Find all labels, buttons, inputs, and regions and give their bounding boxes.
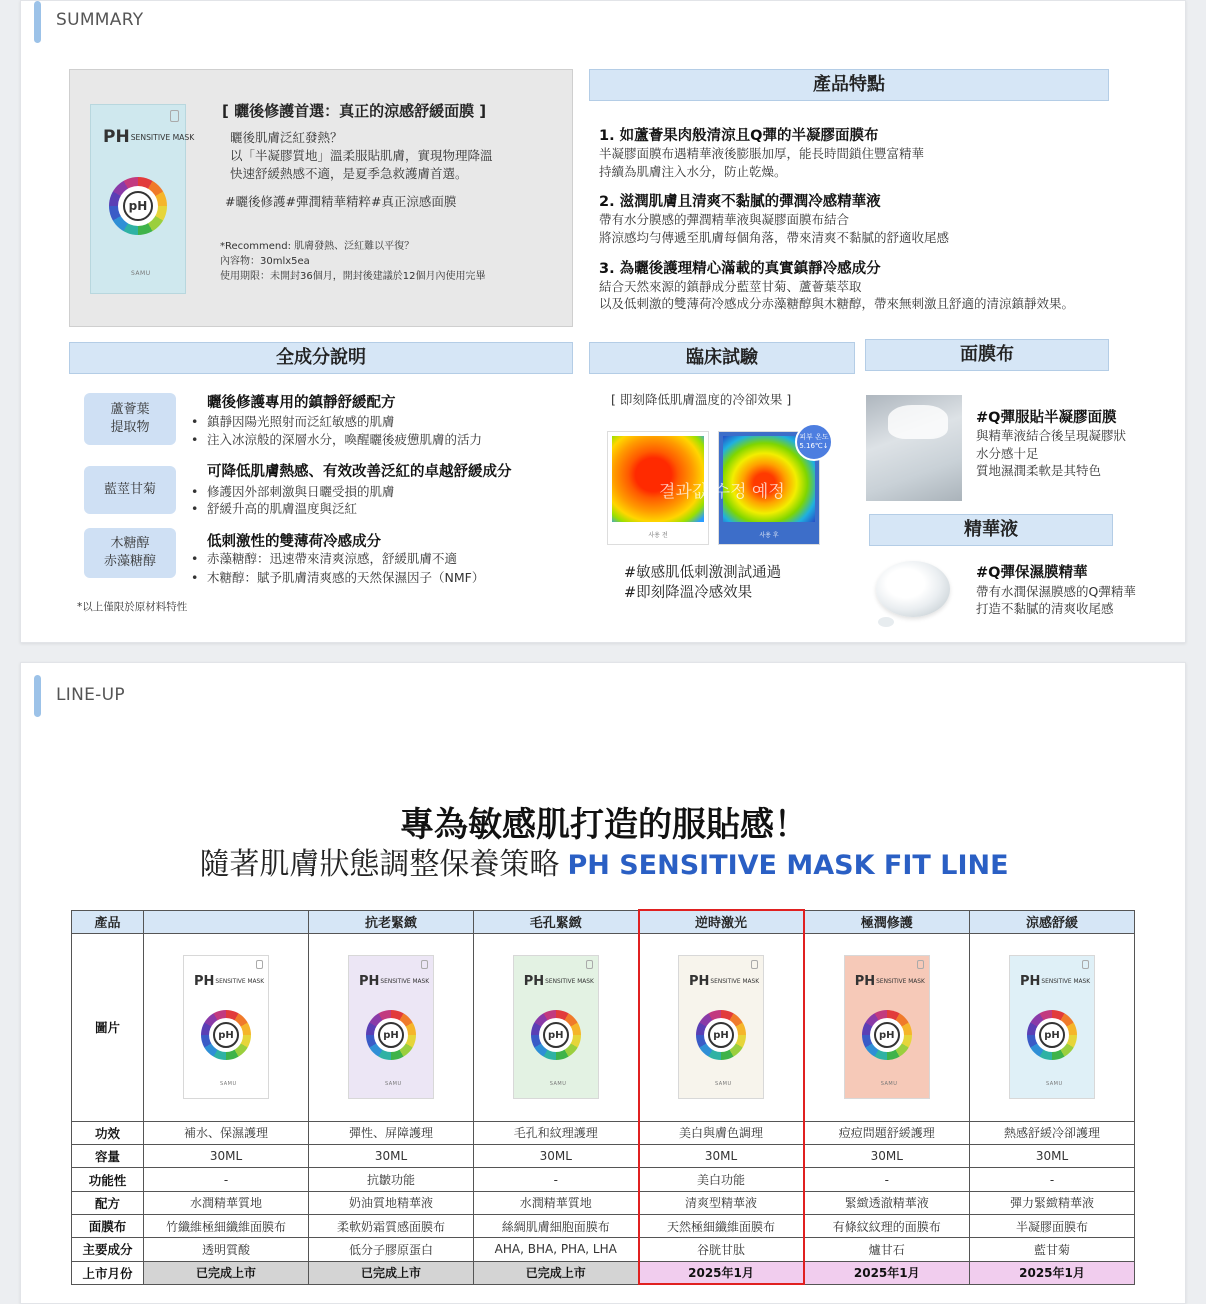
table-cell: 彈性、屏障護理 — [309, 1121, 474, 1144]
row-label: 主要成分 — [72, 1238, 144, 1261]
table-cell: - — [474, 1168, 639, 1191]
temperature-badge: 피부 온도 5.16℃↓ — [795, 423, 833, 461]
column-header: 涼感舒緩 — [970, 910, 1135, 933]
table-cell: 彈力緊緻精華液 — [970, 1191, 1135, 1214]
pack-brand: SAMU — [715, 1081, 732, 1088]
table-cell: 水潤精華質地 — [144, 1191, 309, 1214]
summary-recommend: *Recommend: 肌膚發熱、泛紅難以平復？ — [220, 241, 415, 252]
feature-title: 3. 為曬後護理精心滿載的真實鎮靜冷感成分 — [599, 261, 881, 277]
lineup-panel — [20, 662, 1186, 1304]
lineup-subline-en: PH SENSITIVE MASK FIT LINE — [567, 850, 1009, 881]
pack-brand: SAMU — [385, 1081, 402, 1088]
pack-tab-icon — [421, 960, 428, 969]
ingredients-header: 全成分說明 — [69, 342, 573, 374]
summary-line: 曬後肌膚泛紅發熱？ — [230, 130, 343, 145]
essence-drop — [878, 617, 894, 627]
column-header: 抗老緊緻 — [309, 910, 474, 933]
lineup-pack-image — [678, 955, 764, 1099]
pack-brand: SAMU — [1046, 1081, 1063, 1088]
product-image-cell — [144, 933, 309, 1121]
summary-title: [ 曬後修護首選：真正的涼感舒緩面膜 ] — [222, 102, 487, 120]
pack-logo: PHSENSITIVE MASK — [194, 974, 265, 990]
product-image-cell — [804, 933, 970, 1121]
table-cell: 竹纖維極細纖維面膜布 — [144, 1214, 309, 1237]
table-cell: 30ML — [639, 1145, 804, 1168]
table-cell: 透明質酸 — [144, 1238, 309, 1261]
ph-color-wheel-icon: pH — [862, 1010, 912, 1060]
table-cell: 絲綢肌膚細胞面膜布 — [474, 1214, 639, 1237]
pack-tab-icon — [256, 960, 263, 969]
ph-color-wheel-icon: pH — [366, 1010, 416, 1060]
lineup-pack-image — [513, 955, 599, 1099]
lineup-table — [71, 909, 1135, 1285]
sheet-desc: 水分感十足 — [976, 446, 1039, 461]
table-cell: 30ML — [970, 1145, 1135, 1168]
table-corner: 產品 — [72, 910, 144, 933]
ingredient-bullet: • 注入冰涼般的深層水分，喚醒曬後疲憊肌膚的活力 — [191, 430, 482, 448]
lineup-subline: 隨著肌膚狀態調整保養策略 PH SENSITIVE MASK FIT LINE — [199, 847, 1009, 882]
table-cell: 低分子膠原蛋白 — [309, 1238, 474, 1261]
row-label: 上市月份 — [72, 1261, 144, 1284]
summary-hashtags: #曬後修護#彈潤精華精粹#真正涼感面膜 — [225, 194, 457, 209]
summary-expiry: 使用期限：未開封36個月，開封後建議於12個月內使用完畢 — [220, 271, 486, 282]
ingredients-footnote: *以上僅限於原材料特性 — [77, 601, 188, 613]
thermal-image-after: 사용 후 — [718, 431, 820, 545]
row-label: 容量 — [72, 1145, 144, 1168]
row-label: 面膜布 — [72, 1214, 144, 1237]
row-label: 圖片 — [72, 933, 144, 1121]
summary-content: 內容物：30mlx5ea — [220, 256, 310, 267]
lineup-pack-image — [183, 955, 269, 1099]
release-cell: 2025年1月 — [970, 1261, 1135, 1284]
table-row — [72, 1121, 1135, 1144]
section-accent-bar — [34, 1, 41, 43]
column-header: 毛孔緊緻 — [474, 910, 639, 933]
result-watermark: 결과값 수정 예정 — [659, 482, 785, 502]
table-cell: 爐甘石 — [804, 1238, 970, 1261]
table-cell: 天然極細纖維面膜布 — [639, 1214, 804, 1237]
table-cell: 美白與膚色調理 — [639, 1121, 804, 1144]
table-cell: 緊緻透澈精華液 — [804, 1191, 970, 1214]
ph-color-wheel-icon: pH — [1027, 1010, 1077, 1060]
table-cell: 奶油質地精華液 — [309, 1191, 474, 1214]
ingredient-title: 低刺激性的雙薄荷冷感成分 — [207, 534, 381, 550]
ph-color-wheel-icon: pH — [696, 1010, 746, 1060]
row-label: 功效 — [72, 1121, 144, 1144]
table-cell: - — [970, 1168, 1135, 1191]
pack-tab-icon — [170, 110, 179, 122]
table-cell: 30ML — [804, 1145, 970, 1168]
ingredient-bullet: • 舒緩升高的肌膚溫度與泛紅 — [191, 499, 357, 517]
ph-color-wheel-icon: pH — [109, 177, 167, 235]
column-header-highlighted: 逆時激光 — [639, 910, 804, 933]
pack-logo: PHSENSITIVE MASK — [359, 974, 430, 990]
ingredient-title: 曬後修護專用的鎮靜舒緩配方 — [207, 395, 396, 411]
feature-desc: 以及低刺激的雙薄荷冷感成分赤藻糖醇與木糖醇，帶來無刺激且舒適的清涼鎮靜效果。 — [599, 296, 1075, 311]
summary-box — [69, 69, 573, 327]
essence-gel-photo — [876, 561, 950, 617]
table-cell: 美白功能 — [639, 1168, 804, 1191]
ingredient-bullet: • 木糖醇：賦予肌膚清爽感的天然保濕因子（NMF） — [191, 568, 484, 586]
pack-logo: PHSENSITIVE MASK — [523, 974, 594, 990]
clinical-tag: #敏感肌低刺激測試通過 — [624, 565, 782, 581]
product-image-cell — [309, 933, 474, 1121]
product-pack-image — [90, 104, 195, 294]
summary-line: 快速舒緩熱感不適，是夏季急救護膚首選。 — [230, 166, 468, 181]
table-cell: 有條紋紋理的面膜布 — [804, 1214, 970, 1237]
table-cell: 熱感舒緩冷卻護理 — [970, 1121, 1135, 1144]
ingredient-title: 可降低肌膚熱感、有效改善泛紅的卓越舒緩成分 — [207, 464, 512, 480]
essence-title: #Q彈保濕膜精華 — [976, 565, 1088, 581]
release-cell: 已完成上市 — [309, 1261, 474, 1284]
clinical-tag: #即刻降溫冷感效果 — [624, 585, 753, 601]
pack-tab-icon — [751, 960, 758, 969]
pack-logo: PHSENSITIVE MASK — [1020, 974, 1091, 990]
section-accent-bar — [34, 675, 41, 717]
pack-tab-icon — [917, 960, 924, 969]
ingredient-bullet: • 赤藻糖醇：迅速帶來清爽涼感，舒緩肌膚不適 — [191, 549, 457, 567]
ingredient-bullet: • 鎮靜因陽光照射而泛紅敏感的肌膚 — [191, 412, 395, 430]
ingredient-pill: 藍莖甘菊 — [84, 466, 176, 514]
feature-desc: 將涼感均勻傳遞至肌膚每個角落，帶來清爽不黏膩的舒適收尾感 — [599, 230, 950, 245]
table-cell: 水潤精華質地 — [474, 1191, 639, 1214]
release-cell: 已完成上市 — [144, 1261, 309, 1284]
product-image-cell — [970, 933, 1135, 1121]
essence-header: 精華液 — [869, 514, 1113, 546]
table-cell: 痘痘問題舒緩護理 — [804, 1121, 970, 1144]
pack-logo: PHSENSITIVE MASK — [103, 127, 195, 147]
table-cell: - — [144, 1168, 309, 1191]
ph-color-wheel-icon: pH — [201, 1010, 251, 1060]
ingredient-bullet: • 修護因外部刺激與日曬受損的肌膚 — [191, 482, 395, 500]
table-cell: 補水、保濕護理 — [144, 1121, 309, 1144]
table-cell: AHA, BHA, PHA, LHA — [474, 1238, 639, 1261]
table-cell: 抗皺功能 — [309, 1168, 474, 1191]
essence-desc: 帶有水潤保濕膜感的Q彈精華 — [976, 584, 1136, 599]
feature-desc: 結合天然來源的鎮靜成分藍莖甘菊、蘆薈葉萃取 — [599, 279, 862, 294]
table-row — [72, 1191, 1135, 1214]
lineup-headline: 專為敏感肌打造的服貼感！ — [400, 805, 808, 845]
sheet-header: 面膜布 — [865, 339, 1109, 371]
feature-desc: 帶有水分膜感的彈潤精華液與凝膠面膜布結合 — [599, 212, 850, 227]
table-row — [72, 1168, 1135, 1191]
lineup-section-title: LINE-UP — [56, 685, 125, 705]
release-cell: 已完成上市 — [474, 1261, 639, 1284]
release-cell: 2025年1月 — [639, 1261, 804, 1284]
table-row — [72, 1238, 1135, 1261]
table-release-row — [72, 1261, 1135, 1284]
pack-brand: SAMU — [131, 270, 151, 277]
table-cell: 清爽型精華液 — [639, 1191, 804, 1214]
table-row — [72, 1145, 1135, 1168]
table-row — [72, 1214, 1135, 1237]
release-cell: 2025年1月 — [804, 1261, 970, 1284]
table-header-row — [72, 910, 1135, 933]
feature-title: 1. 如蘆薈果肉般清涼且Q彈的半凝膠面膜布 — [599, 128, 879, 144]
pack-brand: SAMU — [880, 1081, 898, 1088]
table-cell: 藍甘菊 — [970, 1238, 1135, 1261]
column-header — [144, 910, 309, 933]
table-cell: 毛孔和紋理護理 — [474, 1121, 639, 1144]
thermal-image-before: 사용 전 — [607, 431, 709, 545]
features-header: 產品特點 — [589, 69, 1109, 101]
lineup-pack-image — [1009, 955, 1095, 1099]
summary-panel — [20, 0, 1186, 643]
row-label: 功能性 — [72, 1168, 144, 1191]
clinical-caption: [ 即刻降低肌膚溫度的冷卻效果 ] — [611, 392, 792, 407]
lineup-pack-image — [844, 955, 930, 1099]
pack-logo: PHSENSITIVE MASK — [689, 974, 760, 990]
feature-desc: 持續為肌膚注入水分，防止乾燥。 — [599, 164, 787, 179]
sheet-title: #Q彈服貼半凝膠面膜 — [976, 410, 1117, 426]
table-cell: 30ML — [144, 1145, 309, 1168]
ph-color-wheel-icon: pH — [531, 1010, 581, 1060]
pack-logo: PHSENSITIVE MASK — [854, 974, 925, 990]
ingredient-pill: 木糖醇 赤藻糖醇 — [84, 528, 176, 578]
pack-brand: SAMU — [549, 1081, 567, 1088]
table-cell: 柔軟奶霜質感面膜布 — [309, 1214, 474, 1237]
summary-line: 以「半凝膠質地」溫柔服貼肌膚，實現物理降溫 — [230, 148, 493, 163]
lineup-pack-image — [348, 955, 434, 1099]
feature-title: 2. 滋潤肌膚且清爽不黏膩的彈潤冷感精華液 — [599, 194, 881, 210]
summary-section-title: SUMMARY — [56, 10, 144, 30]
essence-desc: 打造不黏膩的清爽收尾感 — [976, 601, 1114, 616]
row-label: 配方 — [72, 1191, 144, 1214]
product-image-cell — [474, 933, 639, 1121]
product-image-cell — [639, 933, 804, 1121]
feature-desc: 半凝膠面膜布遇精華液後膨脹加厚，能長時間鎖住豐富精華 — [599, 146, 925, 161]
pack-brand: SAMU — [220, 1081, 237, 1088]
clinical-header: 臨床試驗 — [589, 342, 855, 374]
pack-tab-icon — [586, 960, 593, 969]
sheet-desc: 與精華液結合後呈現凝膠狀 — [976, 428, 1127, 443]
table-cell: 谷胱甘肽 — [639, 1238, 804, 1261]
table-cell: 半凝膠面膜布 — [970, 1214, 1135, 1237]
table-cell: 30ML — [309, 1145, 474, 1168]
table-cell: - — [804, 1168, 970, 1191]
column-header: 極潤修護 — [804, 910, 970, 933]
sheet-desc: 質地濕潤柔軟是其特色 — [976, 463, 1102, 478]
mask-sheet-photo — [866, 395, 962, 501]
pack-tab-icon — [1082, 960, 1089, 969]
table-cell: 30ML — [474, 1145, 639, 1168]
ingredient-pill: 蘆薈葉 提取物 — [84, 393, 176, 445]
table-image-row — [72, 933, 1135, 1121]
